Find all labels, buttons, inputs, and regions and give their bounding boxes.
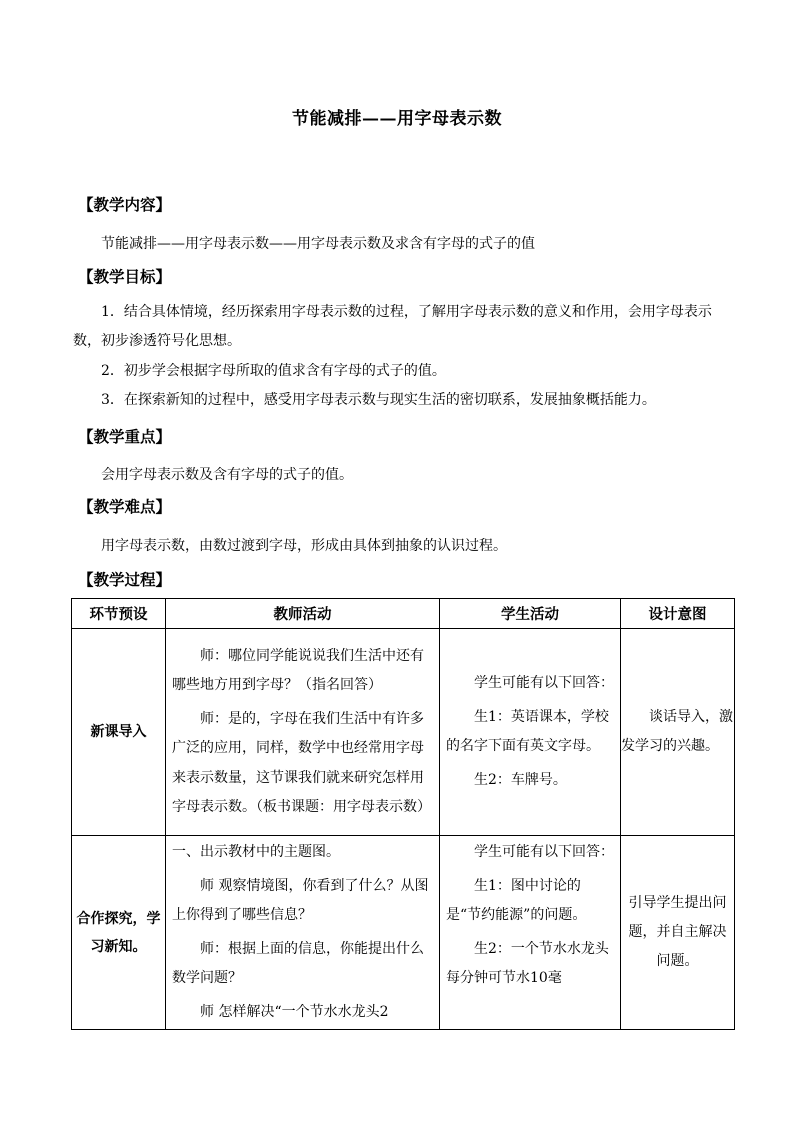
content-text: 节能减排——用字母表示数——用字母表示数及求含有字母的式子的值 [101, 236, 535, 252]
table-header-row [72, 599, 735, 629]
row-stage: 新课导入 [72, 629, 166, 836]
teacher-line: 师：是的，字母在我们生活中有许多广泛的应用，同样，数学中也经常用字母来表示数量，这节课我们就来研究怎样用字母表示数。（板书课题：用字母表示数） [172, 710, 431, 815]
student-line: 生1：图中讨论的是“节约能源”的问题。 [446, 877, 587, 923]
student-line: 生1：英语课本，学校的名字下面有英文字母。 [446, 708, 609, 754]
difficulties-text: 用字母表示数，由数过渡到字母，形成由具体到抽象的认识过程。 [101, 538, 507, 554]
heading-goals: 【教学目标】 [78, 268, 172, 286]
row-teacher-cell [166, 836, 440, 1030]
teacher-line: 师 观察情境图，你看到了什么？从图上你得到了哪些信息？ [172, 877, 429, 923]
key-points-text: 会用字母表示数及含有字母的式子的值。 [101, 467, 353, 483]
student-line: 生2：车牌号。 [474, 771, 567, 788]
goal-item-2: 2．初步学会根据字母所取的值求含有字母的式子的值。 [101, 363, 446, 379]
row-stage: 合作探究，学习新知。 [72, 836, 166, 1030]
row-student-cell [440, 836, 621, 1030]
table-row [72, 629, 735, 836]
heading-key-points: 【教学重点】 [78, 428, 172, 446]
header-intent: 设计意图 [621, 599, 735, 629]
student-line: 学生可能有以下回答： [474, 675, 614, 691]
goal-item-3: 3．在探索新知的过程中，感受用字母表示数与现实生活的密切联系，发展抽象概括能力。 [101, 392, 656, 408]
teacher-line: 师：根据上面的信息，你能提出什么数学问题？ [172, 940, 424, 986]
goal-item-1: 1．结合具体情境，经历探索用字母表示数的过程，了解用字母表示数的意义和作用，会用字母表示数，初步渗透符号化思想。 [73, 304, 712, 349]
heading-process: 【教学过程】 [78, 571, 172, 589]
student-line: 学生可能有以下回答： [474, 844, 614, 860]
row-teacher-cell [166, 629, 440, 836]
row-intent: 引导学生提出问题，并自主解决问题。 [621, 836, 735, 1030]
table-row [72, 836, 735, 1030]
page-title: 节能减排——用字母表示数 [292, 109, 502, 129]
teacher-line: 一、出示教材中的主题图。 [172, 844, 340, 860]
teaching-process-table [71, 598, 735, 1030]
row-student-cell [440, 629, 621, 836]
header-stage: 环节预设 [72, 599, 166, 629]
teacher-line: 师：哪位同学能说说我们生活中还有哪些地方用到字母？（指名回答） [172, 647, 424, 693]
header-student: 学生活动 [440, 599, 621, 629]
heading-content: 【教学内容】 [78, 196, 172, 214]
row-intent: 谈话导入，激发学习的兴趣。 [621, 629, 735, 836]
heading-difficulties: 【教学难点】 [78, 498, 172, 516]
teacher-line: 师 怎样解决“一个节水水龙头2 [200, 1003, 389, 1020]
student-line: 生2：一个节水水龙头每分钟可节水10毫 [446, 940, 609, 986]
header-teacher: 教师活动 [166, 599, 440, 629]
